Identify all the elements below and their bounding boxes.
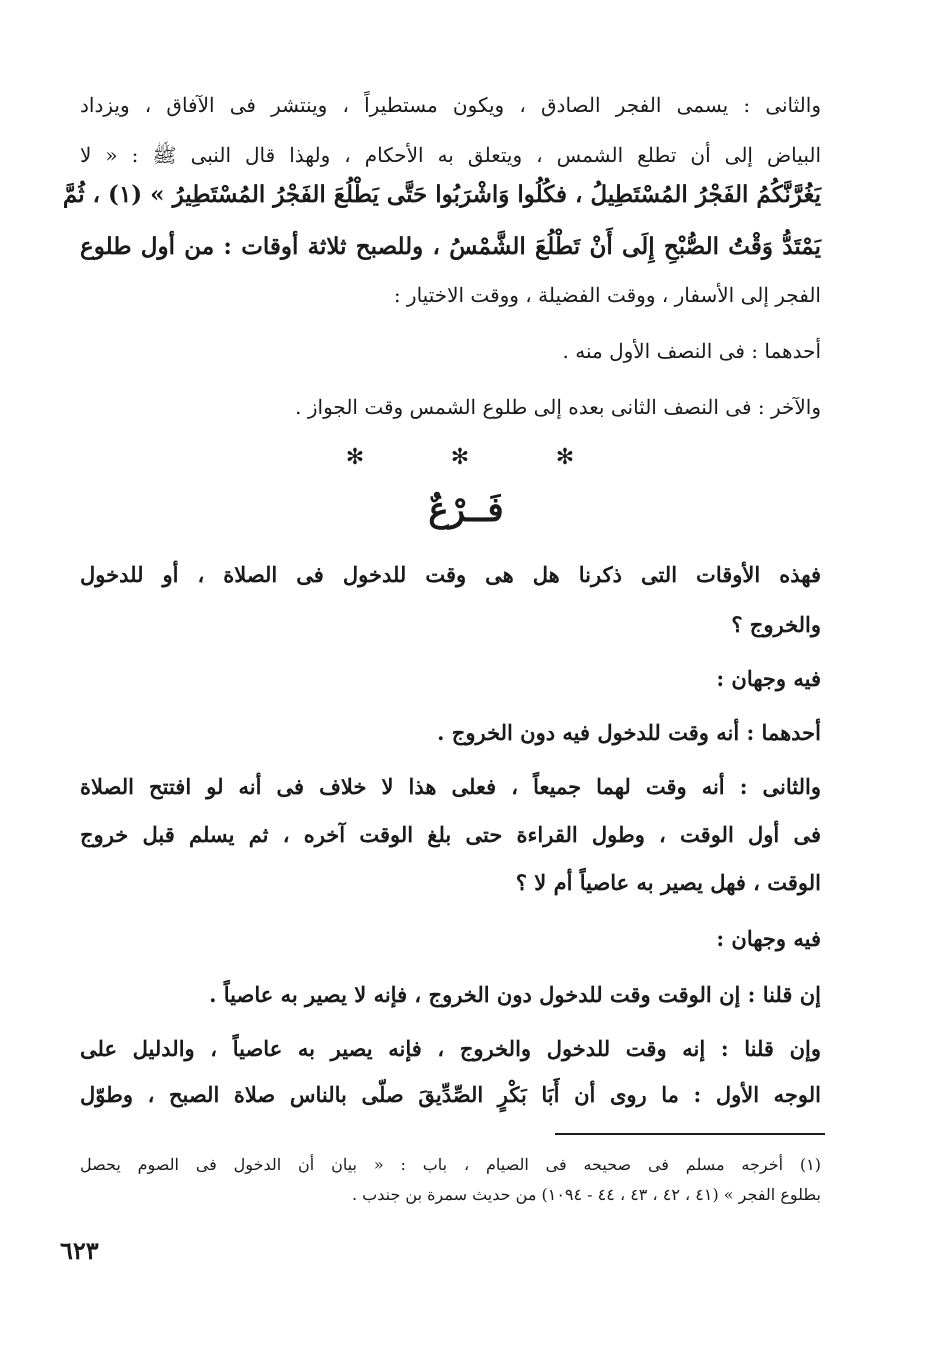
text-line-18: الوجه الأول : ما روى أن أَبَا بَكْرٍ الصِّدِّيقَ صلّى بالناس صلاة الصبح ، وطوّل <box>80 1082 821 1107</box>
text-line-5: الفجر إلى الأسفار ، ووقت الفضيلة ، ووقت الاختيار : <box>393 283 821 307</box>
page-number: ٦٢٣ <box>60 1236 99 1265</box>
footnote-separator <box>555 1133 825 1135</box>
text-line-10: فيه وجهان : <box>716 666 821 691</box>
text-line-16: إن قلنا : إن الوقت وقت للدخول دون الخروج ، فإنه لا يصير به عاصياً . <box>209 982 821 1007</box>
text-line-3-hadith: يَغُرَّنَّكُمُ الفَجْرُ المُسْتَطِيلُ ، فكُلُوا وَاشْرَبُوا حَتَّى يَطْلُعَ الفَجْرُ المُسْتَطِيرُ » (١) ، ثُمَّ <box>62 181 821 208</box>
star-ornament-icon: ✻ <box>555 445 575 470</box>
text-line-14: الوقت ، فهل يصير به عاصياً أم لا ؟ <box>515 870 821 895</box>
text-line-17: وإن قلنا : إنه وقت للدخول والخروج ، فإنه يصير به عاصياً ، والدليل على <box>80 1036 821 1061</box>
text-line-8: فهذه الأوقات التى ذكرنا هل هى وقت للدخول فى الصلاة ، أو للدخول <box>80 562 821 587</box>
text-line-11: أحدهما : أنه وقت للدخول فيه دون الخروج . <box>437 720 821 745</box>
text-line-1: والثانى : يسمى الفجر الصادق ، ويكون مستطيراً ، وينتشر فى الآفاق ، ويزداد <box>80 93 821 117</box>
text-line-9: والخروج ؟ <box>731 612 821 637</box>
text-line-6: أحدهما : فى النصف الأول منه . <box>562 339 821 363</box>
text-line-2: البياض إلى أن تطلع الشمس ، ويتعلق به الأحكام ، ولهذا قال النبى ﷺ : « لا <box>80 143 821 167</box>
footnote-line-2: بطلوع الفجر » (٤١ ، ٤٢ ، ٤٣ ، ٤٤ - ١٠٩٤) من حديث سمرة بن جندب . <box>351 1185 821 1204</box>
text-line-15: فيه وجهان : <box>716 926 821 951</box>
section-divider-stars <box>340 445 580 475</box>
text-line-13: فى أول الوقت ، وطول القراءة حتى بلغ الوقت آخره ، ثم يسلم قبل خروج <box>80 822 821 847</box>
text-line-12: والثانى : أنه وقت لهما جميعاً ، فعلى هذا لا خلاف فى أنه لو افتتح الصلاة <box>80 774 821 799</box>
star-ornament-icon: ✻ <box>450 445 470 470</box>
text-line-4-hadith: يَمْتَدُّ وَقْتُ الصُّبْحِ إِلَى أَنْ تَطْلُعَ الشَّمْسُ ، وللصبح ثلاثة أوقات : من أول طلوع <box>80 233 821 260</box>
text-line-7: والآخر : فى النصف الثانى بعده إلى طلوع الشمس وقت الجواز . <box>295 395 821 419</box>
section-heading: فَــرْعٌ <box>428 490 504 530</box>
star-ornament-icon: ✻ <box>345 445 365 470</box>
footnote-line-1: (١) أخرجه مسلم فى صحيحه فى الصيام ، باب : « بيان أن الدخول فى الصوم يحصل <box>80 1155 821 1174</box>
